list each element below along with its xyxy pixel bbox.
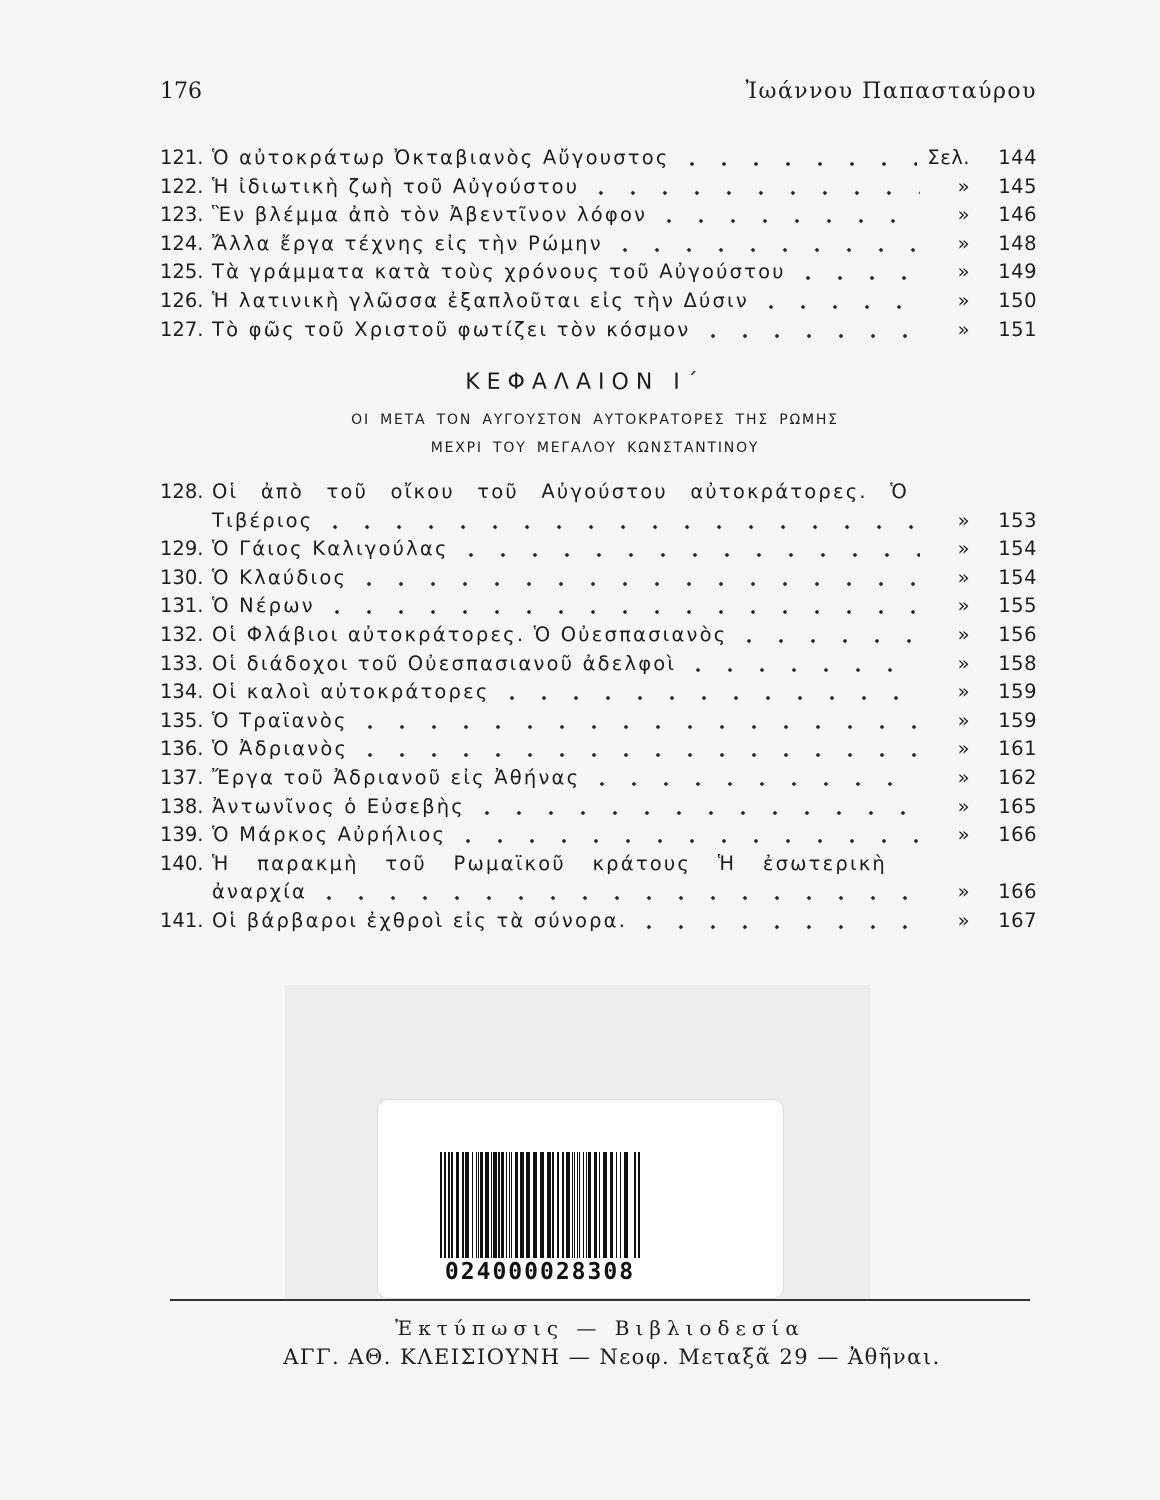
entry-title-continued: ἀναρχία <box>212 880 308 904</box>
running-head-author: Ἰωάννου Παπασταύρου <box>745 79 1037 104</box>
barcode-bar <box>506 1152 507 1258</box>
entry-number: 130. <box>160 565 204 589</box>
entry-number: 131. <box>160 594 204 618</box>
entry-title: Οἱ Φλάβιοι αὐτοκράτορες. Ὁ Οὐεσπασιανὸς <box>212 622 728 646</box>
barcode-bar <box>511 1152 512 1258</box>
entry-number: 137. <box>160 765 204 789</box>
dot-leader <box>319 507 920 536</box>
dot-leader <box>697 316 920 345</box>
barcode-bar <box>465 1152 469 1258</box>
page-marker: » <box>957 231 970 255</box>
entry-page: 155 <box>998 594 1037 618</box>
page-marker: » <box>957 680 970 704</box>
toc-entry <box>160 478 1037 535</box>
entry-number: 141. <box>160 908 204 932</box>
barcode <box>440 1152 640 1258</box>
dot-leader <box>586 764 920 793</box>
entry-title: Ἔργα τοῦ Ἀδριανοῦ εἰς Ἀθήνας <box>212 765 581 789</box>
toc-entry <box>160 564 1037 593</box>
entry-number: 124. <box>160 231 204 255</box>
barcode-bar <box>547 1152 551 1258</box>
toc-entry <box>160 201 1037 230</box>
barcode-bar <box>476 1152 477 1258</box>
entry-page: 158 <box>998 651 1037 675</box>
barcode-bar <box>498 1152 500 1258</box>
page-marker: » <box>957 651 970 675</box>
barcode-bar <box>451 1152 453 1258</box>
entry-title: Ἡ ἰδιωτικὴ ζωὴ τοῦ Αὐγούστου <box>212 174 580 198</box>
entry-title: Ὁ Μάρκος Αὐρήλιος <box>212 823 447 847</box>
dot-leader <box>354 735 920 764</box>
barcode-bar <box>566 1152 570 1258</box>
page-marker: » <box>957 537 970 561</box>
toc-entry-line <box>160 478 1037 507</box>
entry-page: 159 <box>998 680 1037 704</box>
dot-leader <box>353 564 920 593</box>
entry-title: Οἱ βάρβαροι ἐχθροὶ εἰς τὰ σύνορα. <box>212 908 628 932</box>
toc-entry <box>160 650 1037 679</box>
barcode-bar <box>586 1152 587 1258</box>
barcode-bar <box>456 1152 459 1258</box>
footer-rule <box>170 1299 1030 1301</box>
toc-section-2 <box>160 478 1037 936</box>
page-marker: » <box>957 260 970 284</box>
entry-page: 146 <box>998 203 1037 227</box>
entry-number: 127. <box>160 317 204 341</box>
page-marker: » <box>957 708 970 732</box>
entry-title: Ὁ Τραϊανὸς <box>212 708 348 732</box>
entry-page: 151 <box>998 317 1037 341</box>
barcode-bar <box>599 1152 600 1258</box>
entry-page: 150 <box>998 288 1037 312</box>
dot-leader <box>455 535 920 564</box>
page-marker: » <box>957 737 970 761</box>
barcode-bar <box>515 1152 518 1258</box>
dot-leader <box>585 173 920 202</box>
dot-leader <box>755 287 920 316</box>
entry-page: 166 <box>998 823 1037 847</box>
barcode-bar <box>583 1152 584 1258</box>
toc-entry <box>160 678 1037 707</box>
entry-title: Ὁ Νέρων <box>212 594 315 618</box>
chapter-subtitle-line-2: ΜΕΧΡΙ ΤΟΥ ΜΕΓΑΛΟΥ ΚΩΝΣΤΑΝΤΙΝΟΥ <box>430 440 760 456</box>
toc-entry <box>160 230 1037 259</box>
dot-leader <box>792 258 920 287</box>
page-marker: Σελ. <box>927 146 970 169</box>
barcode-bar <box>616 1152 617 1258</box>
toc-entry <box>160 907 1037 936</box>
entry-number: 134. <box>160 680 204 704</box>
page-number-header: 176 <box>160 79 202 104</box>
dot-leader <box>609 230 920 259</box>
barcode-bar <box>577 1152 578 1258</box>
printer-credit: Ἐκτύπωσις — Βιβλιοδεσία <box>395 1316 805 1340</box>
toc-entry <box>160 735 1037 764</box>
toc-entry <box>160 258 1037 287</box>
page-marker: » <box>957 880 970 904</box>
barcode-bar <box>509 1152 510 1258</box>
toc-entry <box>160 707 1037 736</box>
page-marker: » <box>957 594 970 618</box>
page-marker: » <box>957 908 970 932</box>
entry-title: Ἡ λατινικὴ γλῶσσα ἐξαπλοῦται εἰς τὴν Δύσιν <box>212 288 749 312</box>
page-marker: » <box>957 765 970 789</box>
toc-entry-line <box>160 878 1037 907</box>
chapter-heading: ΚΕΦΑΛΑΙΟΝ Ι΄ <box>465 370 705 395</box>
barcode-bar <box>440 1152 442 1258</box>
entry-number: 121. <box>160 146 204 169</box>
entry-title: Τὸ φῶς τοῦ Χριστοῦ φωτίζει τὸν κόσμον <box>212 317 691 341</box>
entry-page: 153 <box>998 508 1037 532</box>
entry-page: 162 <box>998 765 1037 789</box>
dot-leader <box>676 144 918 173</box>
entry-number: 140. <box>160 851 204 875</box>
barcode-bar <box>501 1152 504 1258</box>
dot-leader <box>653 201 920 230</box>
toc-entry-line <box>160 507 1037 536</box>
barcode-bar <box>588 1152 591 1258</box>
dot-leader <box>321 592 920 621</box>
page-marker: » <box>957 565 970 589</box>
dot-leader <box>633 907 920 936</box>
entry-page: 165 <box>998 794 1037 818</box>
entry-title: Οἱ καλοὶ αὐτοκράτορες <box>212 680 490 704</box>
barcode-bar <box>579 1152 580 1258</box>
entry-title: Ἓν βλέμμα ἀπὸ τὸν Ἀβεντῖνον λόφον <box>212 203 648 227</box>
entry-page: 167 <box>998 908 1037 932</box>
entry-page: 145 <box>998 174 1037 198</box>
toc-entry <box>160 287 1037 316</box>
entry-number: 123. <box>160 203 204 227</box>
entry-page: 156 <box>998 622 1037 646</box>
barcode-bar <box>620 1152 621 1258</box>
chapter-subtitle-line-1: ΟΙ ΜΕΤΑ ΤΟΝ ΑΥΓΟΥΣΤΟΝ ΑΥΤΟΚΡΑΤΟΡΕΣ ΤΗΣ ΡΩΜΗΣ <box>351 412 839 428</box>
entry-title: Ὁ Ἀδριανὸς <box>212 737 349 761</box>
entry-page: 166 <box>998 880 1037 904</box>
barcode-bar <box>634 1152 636 1258</box>
barcode-bar <box>493 1152 497 1258</box>
entry-title: Ὁ αὐτοκράτωρ Ὀκταβιανὸς Αὔγουστος <box>212 146 670 169</box>
page-marker: » <box>957 317 970 341</box>
barcode-bar <box>638 1152 640 1258</box>
entry-page: 148 <box>998 231 1037 255</box>
entry-title-continued: Τιβέριος <box>212 508 314 532</box>
entry-number: 122. <box>160 174 204 198</box>
entry-page: 144 <box>998 146 1037 169</box>
entry-number: 129. <box>160 537 204 561</box>
page-marker: » <box>957 823 970 847</box>
entry-page: 149 <box>998 260 1037 284</box>
barcode-bar <box>574 1152 575 1258</box>
entry-number: 125. <box>160 260 204 284</box>
toc-entry <box>160 850 1037 907</box>
barcode-bar <box>480 1152 483 1258</box>
barcode-bar <box>562 1152 564 1258</box>
barcode-bar <box>594 1152 597 1258</box>
toc-entry <box>160 793 1037 822</box>
entry-page: 159 <box>998 708 1037 732</box>
barcode-bar <box>472 1152 473 1258</box>
entry-number: 128. <box>160 480 204 503</box>
dot-leader <box>733 621 920 650</box>
barcode-bar <box>557 1152 559 1258</box>
entry-title: Ὁ Γάιος Καλιγούλας <box>212 537 449 561</box>
barcode-bar <box>491 1152 492 1258</box>
dot-leader <box>313 878 920 907</box>
entry-number: 126. <box>160 288 204 312</box>
entry-title: Ὁ Κλαύδιος <box>212 565 348 589</box>
barcode-bar <box>444 1152 446 1258</box>
toc-entry <box>160 535 1037 564</box>
entry-page: 161 <box>998 737 1037 761</box>
barcode-bar <box>610 1152 613 1258</box>
dot-leader <box>682 650 920 679</box>
entry-title: Οἱ διάδοχοι τοῦ Οὐεσπασιανοῦ ἀδελφοὶ <box>212 651 677 675</box>
barcode-bar <box>552 1152 554 1258</box>
entry-title: Ἡ παρακμὴ τοῦ Ρωμαϊκοῦ κράτους Ἡ ἐσωτερικὴ <box>212 851 887 875</box>
toc-entry <box>160 173 1037 202</box>
toc-entry <box>160 144 1037 173</box>
entry-title: Οἱ ἀπὸ τοῦ οἴκου τοῦ Αὐγούστου αὐτοκράτορες. Ὁ <box>212 480 909 503</box>
barcode-bar <box>478 1152 479 1258</box>
toc-entry <box>160 316 1037 345</box>
toc-section-1 <box>160 144 1037 344</box>
toc-entry <box>160 764 1037 793</box>
entry-number: 138. <box>160 794 204 818</box>
page-marker: » <box>957 288 970 312</box>
page-marker: » <box>957 203 970 227</box>
barcode-bar <box>520 1152 524 1258</box>
dot-leader <box>452 821 920 850</box>
page-marker: » <box>957 174 970 198</box>
entry-title: Τὰ γράμματα κατὰ τοὺς χρόνους τοῦ Αὐγούστου <box>212 260 786 284</box>
page-marker: » <box>957 622 970 646</box>
barcode-bar <box>448 1152 450 1258</box>
toc-entry <box>160 821 1037 850</box>
entry-number: 139. <box>160 823 204 847</box>
barcode-bar <box>485 1152 489 1258</box>
page-marker: » <box>957 508 970 532</box>
barcode-bar <box>540 1152 544 1258</box>
page-marker: » <box>957 794 970 818</box>
barcode-bar <box>526 1152 530 1258</box>
toc-entry <box>160 621 1037 650</box>
entry-page: 154 <box>998 537 1037 561</box>
entry-number: 132. <box>160 622 204 646</box>
barcode-number: 024000028308 <box>444 1259 636 1285</box>
barcode-bar <box>572 1152 573 1258</box>
entry-page: 154 <box>998 565 1037 589</box>
dot-leader <box>471 793 920 822</box>
barcode-bar <box>624 1152 628 1258</box>
printer-address: ΑΓΓ. ΑΘ. ΚΛΕΙΣΙΟΥΝΗ — Νεοφ. Μεταξᾶ 29 — Ἀθῆναι. <box>283 1345 941 1369</box>
dot-leader <box>354 707 920 736</box>
toc-entry <box>160 592 1037 621</box>
barcode-bar <box>462 1152 464 1258</box>
entry-number: 133. <box>160 651 204 675</box>
entry-title: Ἄλλα ἔργα τέχνης εἰς τὴν Ρώμην <box>212 231 603 255</box>
dot-leader <box>496 678 920 707</box>
toc-entry-line <box>160 850 1037 879</box>
entry-number: 135. <box>160 708 204 732</box>
barcode-bar <box>603 1152 607 1258</box>
entry-number: 136. <box>160 737 204 761</box>
entry-title: Ἀντωνῖνος ὁ Εὐσεβὴς <box>212 794 465 818</box>
barcode-bar <box>533 1152 537 1258</box>
